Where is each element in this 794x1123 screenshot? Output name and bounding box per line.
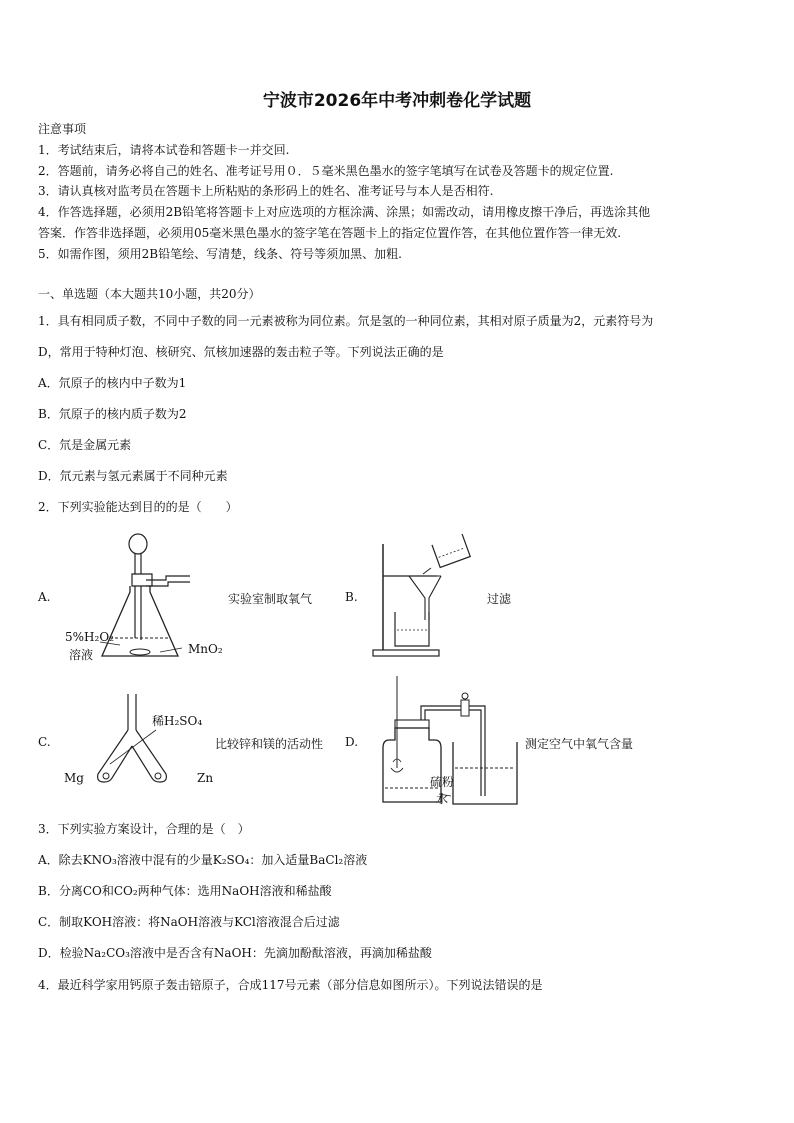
page-title: 宁波市2026年中考冲刺卷化学试题 [262, 91, 532, 111]
notice-item: 答案．作答非选择题，必须用05毫米黑色墨水的签字笔在答题卡上的指定位置作答，在其他位置作答一律无效. [38, 226, 622, 240]
q1-option-a: A．氘原子的核内中子数为1 [38, 376, 187, 390]
q2-option-c-letter: C. [38, 735, 51, 749]
q2-c-metal-left: Mg [64, 771, 84, 785]
notice-heading: 注意事项 [38, 122, 87, 136]
notice-item: 4．作答选择题，必须用2B铅笔将答题卡上对应选项的方框涂满、涂黑；如需改动，请用橡皮擦干净后，再选涂其他 [38, 205, 651, 219]
notice-item: 1．考试结束后，请将本试卷和答题卡一并交回. [38, 143, 290, 157]
q1-option-b: B．氘原子的核内质子数为2 [38, 407, 187, 421]
section-heading: 一、单选题（本大题共10小题，共20分） [38, 287, 261, 301]
q2-a-reagent: 5%H₂O₂ [65, 630, 114, 644]
q2-c-metal-right: Zn [197, 771, 214, 785]
q2-c-acid-label: 稀H₂SO₄ [152, 714, 203, 728]
q3-option-d: D．检验Na₂CO₃溶液中是否含有NaOH：先滴加酚酞溶液，再滴加稀盐酸 [38, 946, 432, 960]
q2-option-d-letter: D. [345, 735, 359, 749]
q3-option-b: B．分离CO和CO₂两种气体：选用NaOH溶液和稀盐酸 [38, 884, 332, 898]
q2-option-d-caption: 测定空气中氧气含量 [525, 737, 634, 751]
q2-option-b-letter: B. [345, 590, 358, 604]
notice-item: 5．如需作图，须用2B铅笔绘、写清楚，线条、符号等须加黑、加粗. [38, 247, 402, 261]
q2-option-a-letter: A. [38, 590, 51, 604]
q2-stem: 2．下列实验能达到目的的是（ ） [38, 500, 238, 514]
q1-stem: D，常用于特种灯泡、核研究、氘核加速器的轰击粒子等。下列说法正确的是 [38, 345, 444, 359]
q1-option-c: C．氘是金属元素 [38, 438, 132, 452]
q2-d-water-label: 水 [436, 792, 449, 806]
notice-item: 3．请认真核对监考员在答题卡上所粘贴的条形码上的姓名、准考证号与本人是否相符. [38, 184, 494, 198]
y-tube-apparatus [90, 690, 203, 790]
q3-option-a: A．除去KNO₃溶液中混有的少量K₂SO₄：加入适量BaCl₂溶液 [38, 853, 368, 867]
q2-a-reagent: 溶液 [69, 648, 94, 662]
filtration-apparatus [365, 532, 480, 660]
q1-option-d: D．氘元素与氢元素属于不同种元素 [38, 469, 228, 483]
q1-stem: 1．具有相同质子数，不同中子数的同一元素被称为同位素。氘是氢的一种同位素，其相对原子质量为2，元素符号为 [38, 314, 654, 328]
notice-item: 2．答题前，请务必将自己的姓名、准考证号用０．５毫米黑色墨水的签字笔填写在试卷及答题卡的规定位置. [38, 164, 614, 178]
q2-option-c-caption: 比较锌和镁的活动性 [215, 737, 324, 751]
q2-option-b-caption: 过滤 [487, 592, 512, 606]
q3-stem: 3．下列实验方案设计，合理的是（ ） [38, 822, 250, 836]
q2-option-a-caption: 实验室制取氧气 [228, 592, 313, 606]
q4-stem: 4．最近科学家用钙原子轰击锫原子，合成117号元素（部分信息如图所示）。下列说法错误的是 [38, 978, 543, 992]
q2-d-sulfur-label: 硫粉 [430, 775, 455, 789]
q3-option-c: C．制取KOH溶液：将NaOH溶液与KCl溶液混合后过滤 [38, 915, 340, 929]
q2-a-catalyst: MnO₂ [188, 642, 223, 656]
